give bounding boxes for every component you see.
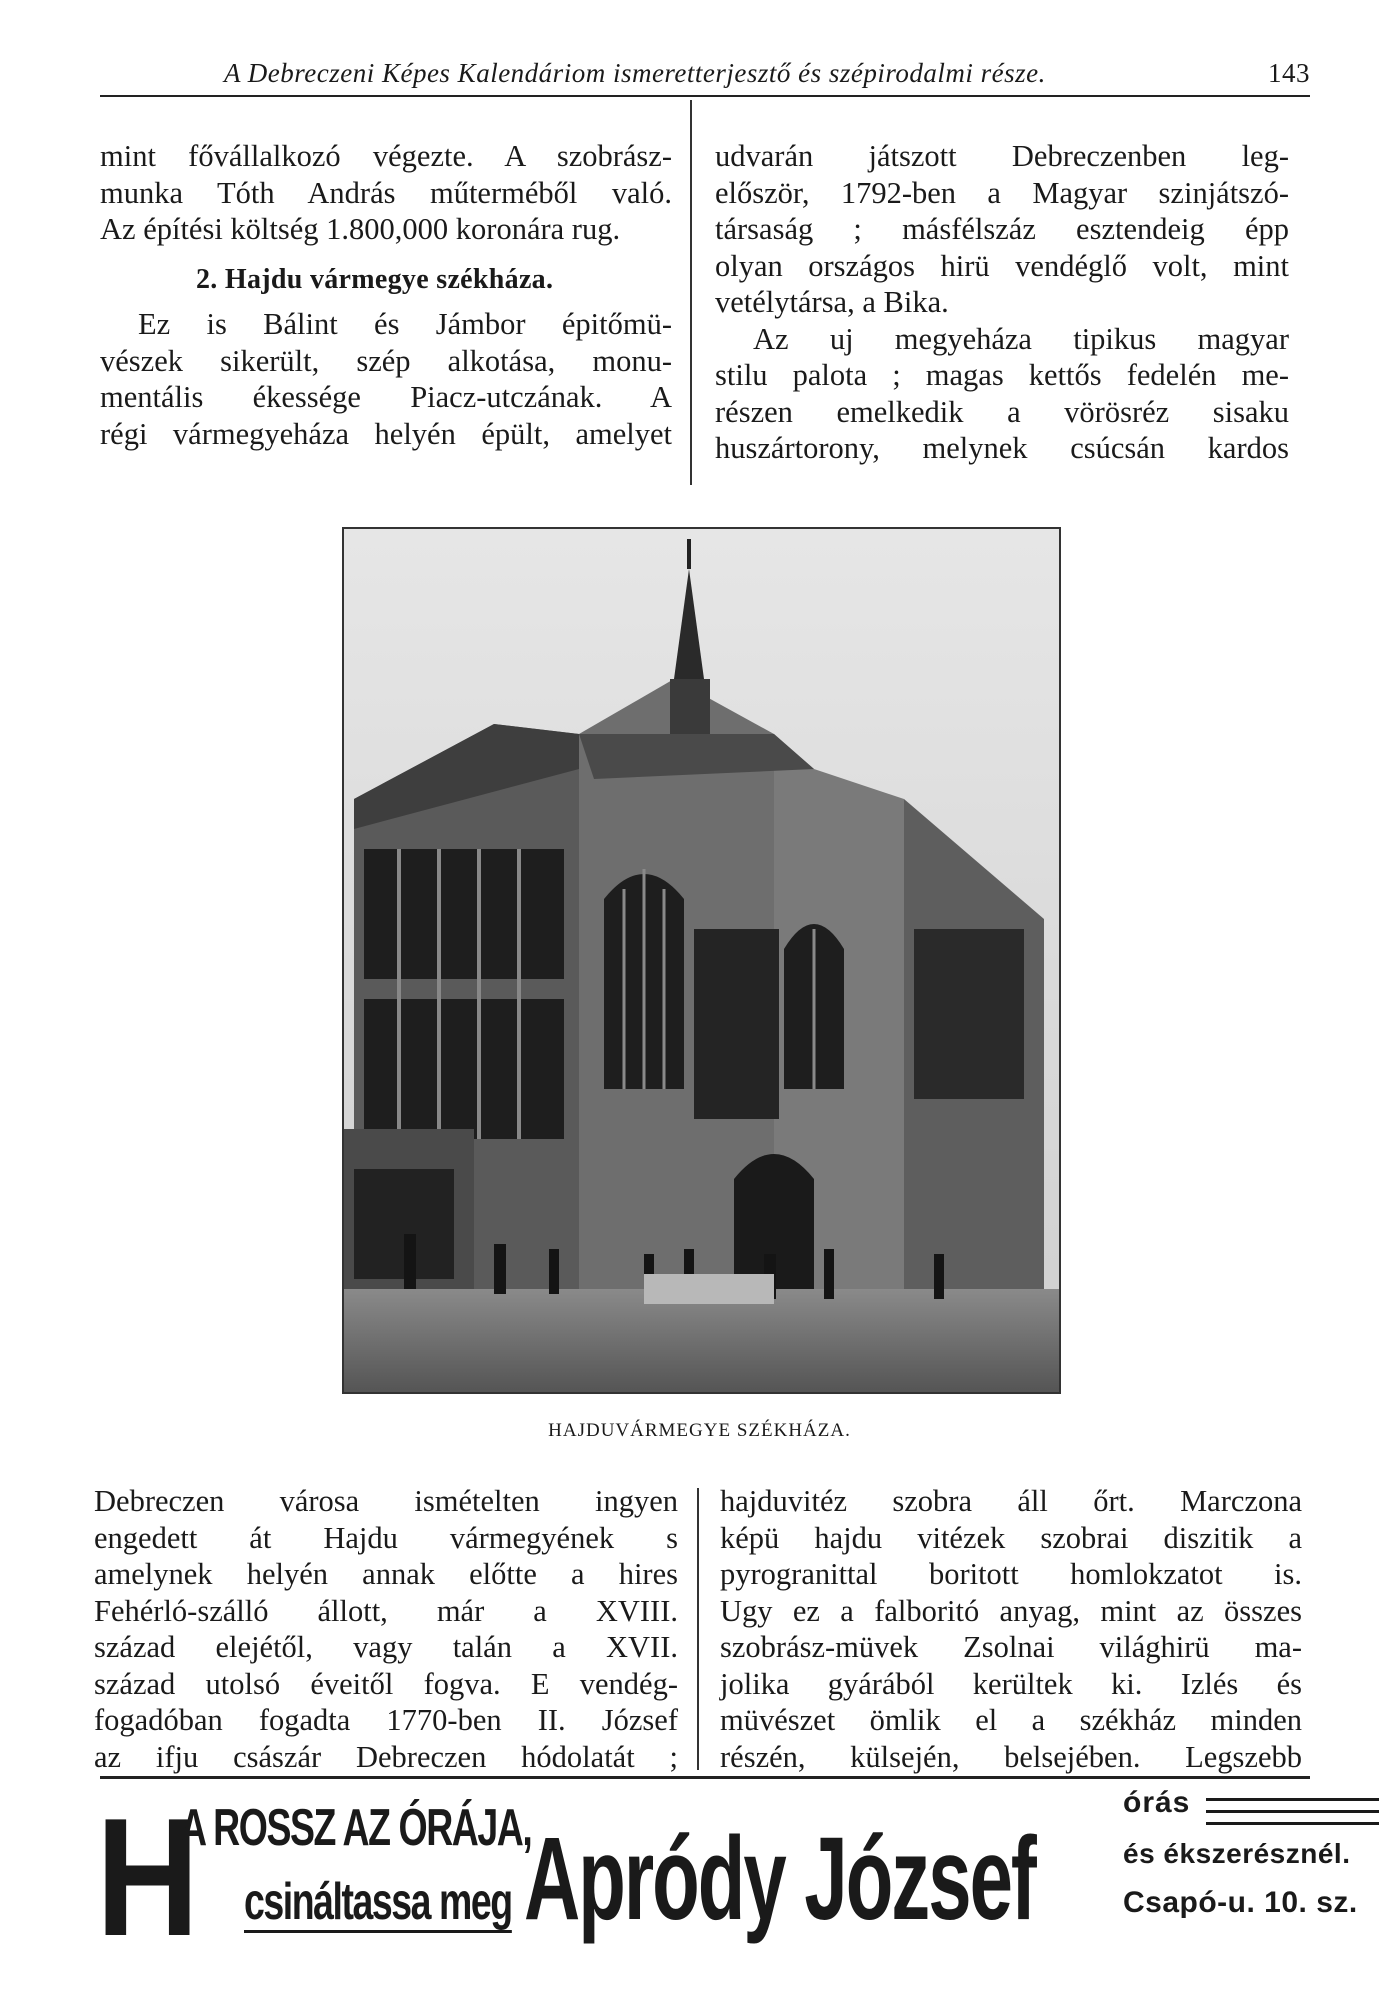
ad-decorative-rule bbox=[1206, 1810, 1379, 1813]
text-line: pyrogranittal boritott homlokzatot is. bbox=[720, 1557, 1302, 1591]
text-line: Ez is Bálint és Jámbor épitőmü- bbox=[138, 307, 672, 341]
text-line: munka Tóth András műterméből való. bbox=[100, 175, 672, 210]
text-line: mentális ékessége Piacz-utczának. A bbox=[100, 380, 672, 414]
ad-decorative-rule bbox=[1206, 1798, 1379, 1801]
ad-initial: H bbox=[96, 1783, 200, 1971]
text-line: amelynek helyén annak előtte a hires bbox=[94, 1557, 678, 1591]
photo-caption: HAJDUVÁRMEGYE SZÉKHÁZA. bbox=[548, 1420, 851, 1441]
ad-decorative-rule bbox=[1206, 1822, 1379, 1825]
ad-profession: órás bbox=[1123, 1786, 1191, 1819]
text-line: Fehérló-szálló állott, már a XVIII. bbox=[94, 1593, 678, 1628]
text-line: stilu palota ; magas kettős fedelén me- bbox=[715, 358, 1289, 392]
building-photograph bbox=[342, 527, 1061, 1394]
right-column-bottom bbox=[720, 1483, 1302, 1775]
text-line: részén, külsején, belsejében. Legszebb bbox=[720, 1739, 1302, 1774]
text-line: udvarán játszott Debreczenben leg- bbox=[715, 139, 1289, 173]
text-line: Ugy ez a falboritó anyag, mint az összes bbox=[720, 1593, 1302, 1628]
header-rule bbox=[100, 95, 1310, 97]
ad-address: Csapó-u. 10. sz. bbox=[1123, 1886, 1358, 1919]
text-line: müvészet ömlik el a székház minden bbox=[720, 1703, 1302, 1737]
left-column-bottom bbox=[94, 1483, 678, 1775]
column-divider-bottom bbox=[697, 1488, 699, 1770]
text-line: vetélytársa, a Bika. bbox=[715, 285, 949, 319]
ad-subline: csináltassa meg bbox=[244, 1873, 512, 1931]
page-number: 143 bbox=[1268, 58, 1310, 88]
text-line: társaság ; másfélszáz esztendeig épp bbox=[715, 212, 1289, 246]
text-line: huszártorony, melynek csúcsán kardos bbox=[715, 431, 1289, 465]
text-line: az ifju császár Debreczen hódolatát ; bbox=[94, 1739, 678, 1774]
text-line: engedett át Hajdu vármegyének s bbox=[94, 1520, 678, 1555]
ad-headline: A ROSSZ AZ ÓRÁJA, bbox=[180, 1799, 532, 1857]
advertisement bbox=[96, 1782, 1358, 1982]
running-header bbox=[100, 56, 1310, 96]
ad-profession-jeweller: és ékszerésznél. bbox=[1123, 1838, 1351, 1869]
text-line: Az építési költség 1.800,000 koronára rug. bbox=[100, 212, 621, 246]
text-line: század elejétől, vagy talán a XVII. bbox=[94, 1630, 678, 1664]
right-column-top bbox=[715, 138, 1289, 467]
text-line: század utolsó éveitől fogva. E vendég- bbox=[94, 1666, 678, 1701]
text-line: részen emelkedik a vörösréz sisaku bbox=[715, 394, 1289, 429]
text-line: szobrász-müvek Zsolnai világhirü ma- bbox=[720, 1630, 1302, 1664]
text-line: olyan országos hirü vendéglő volt, mint bbox=[715, 248, 1289, 283]
text-line: Az uj megyeháza tipikus magyar bbox=[753, 321, 1289, 356]
text-line: jolika gyárából kerültek ki. Izlés és bbox=[720, 1666, 1302, 1701]
text-line: először, 1792-ben a Magyar szinjátszó- bbox=[715, 175, 1289, 210]
text-line: mint fővállalkozó végezte. A szobrász- bbox=[100, 139, 672, 173]
text-line: vészek sikerült, szép alkotása, monu- bbox=[100, 343, 672, 378]
advertisement-rule bbox=[100, 1776, 1310, 1779]
text-line: régi vármegyeháza helyén épült, amelyet bbox=[100, 416, 672, 451]
running-title: A Debreczeni Képes Kalendáriom ismeretterjesztő és szépirodalmi része. bbox=[224, 58, 1046, 88]
text-line: Debreczen városa ismételten ingyen bbox=[94, 1484, 678, 1518]
text-line: hajduvitéz szobra áll őrt. Marczona bbox=[720, 1484, 1302, 1518]
left-column-top bbox=[100, 138, 672, 452]
ad-business-name: Apródy József bbox=[524, 1813, 1035, 1945]
text-line: fogadóban fogadta 1770-ben II. József bbox=[94, 1703, 678, 1737]
column-divider-top bbox=[690, 100, 692, 485]
text-line: képü hajdu vitézek szobrai diszitik a bbox=[720, 1520, 1302, 1555]
section-heading: 2. Hajdu vármegye székháza. bbox=[196, 263, 554, 295]
